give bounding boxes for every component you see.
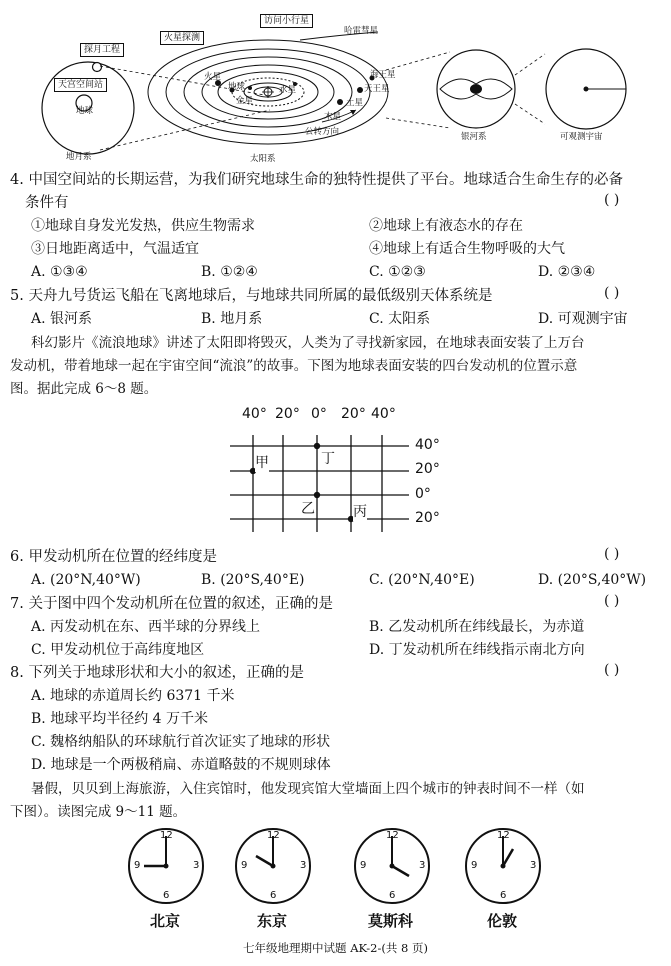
ld-6: 6 bbox=[500, 890, 507, 901]
q8-option-a: A. 地球的赤道周长约 6371 千米 bbox=[31, 688, 235, 704]
moon-circle bbox=[93, 63, 102, 72]
lat-label-2: 0° bbox=[415, 486, 431, 502]
clocks-figure bbox=[120, 822, 550, 932]
q5-option-b: B. 地月系 bbox=[201, 311, 263, 327]
page-footer: 七年级地理期中试题 AK-2-(共 8 页) bbox=[243, 941, 428, 955]
clock-label-moscow: 莫斯科 bbox=[368, 912, 414, 930]
q4-item-4: ④地球上有适合生物呼吸的大气 bbox=[369, 241, 565, 257]
sun-icon bbox=[262, 86, 274, 98]
lat-lon-grid bbox=[225, 400, 455, 535]
lat-label-0: 40° bbox=[415, 437, 440, 453]
jupiter-label: 木星 bbox=[324, 112, 342, 122]
q6-option-b: B. (20°S,40°E) bbox=[201, 572, 305, 588]
galaxy-label: 银河系 bbox=[461, 132, 487, 142]
mercury-label: 水星 bbox=[279, 85, 297, 95]
universe-label: 可观测宇宙 bbox=[560, 132, 603, 142]
ms-9: 9 bbox=[360, 860, 367, 871]
q6-option-d: D. (20°S,40°W) bbox=[538, 572, 647, 588]
lunar-project-label: 探月工程 bbox=[80, 43, 124, 57]
q7-option-c: C. 甲发动机位于高纬度地区 bbox=[31, 642, 205, 658]
clock-label-beijing: 北京 bbox=[150, 912, 181, 930]
bj-12: 12 bbox=[160, 830, 173, 841]
tk-6: 6 bbox=[270, 890, 277, 901]
q4-stem-line2: 条件有 bbox=[25, 195, 69, 211]
earth-label: 地球 bbox=[76, 106, 94, 116]
label-jia: 甲 bbox=[255, 452, 269, 472]
lon-label-4: 40° bbox=[371, 406, 396, 422]
q5-option-c: C. 太阳系 bbox=[369, 311, 431, 327]
intro-9-11-line1: 暑假，贝贝到上海旅游，入住宾馆时，他发现宾馆大堂墙面上四个城市的钟表时间不一样（如 bbox=[31, 781, 585, 797]
q8-answer-paren: ( ) bbox=[604, 662, 620, 678]
neptune-label: 海王星 bbox=[370, 70, 396, 80]
label-yi: 乙 bbox=[301, 498, 315, 518]
earth-moon-system-label: 地月系 bbox=[66, 152, 92, 162]
space-station-label: 天宫空间站 bbox=[54, 78, 107, 92]
earth-small-label: 地球 bbox=[228, 82, 246, 92]
q4-item-2: ②地球上有液态水的存在 bbox=[369, 218, 523, 234]
q5-option-a: A. 银河系 bbox=[31, 311, 93, 327]
q4-option-c: C. ①②③ bbox=[369, 264, 426, 280]
point-ding bbox=[314, 443, 320, 449]
q5-option-d: D. 可观测宇宙 bbox=[538, 311, 628, 327]
lon-label-2: 0° bbox=[311, 406, 327, 422]
q5-answer-paren: ( ) bbox=[604, 285, 620, 301]
q7-answer-paren: ( ) bbox=[604, 593, 620, 609]
q7-option-a: A. 丙发动机在东、西半球的分界线上 bbox=[31, 619, 261, 635]
ms-6: 6 bbox=[389, 890, 396, 901]
lat-label-3: 20° bbox=[415, 510, 440, 526]
intro-6-8-line3: 图。据此完成 6～8 题。 bbox=[10, 381, 158, 397]
clock-label-london: 伦敦 bbox=[487, 912, 518, 930]
q4-stem-line1: 4. 中国空间站的长期运营，为我们研究地球生命的独特性提供了平台。地球适合生命生存的必备 bbox=[10, 172, 623, 188]
lat-label-1: 20° bbox=[415, 461, 440, 477]
tk-12: 12 bbox=[267, 830, 280, 841]
q6-answer-paren: ( ) bbox=[604, 546, 620, 562]
lon-label-1: 20° bbox=[275, 406, 300, 422]
saturn-label: 土星 bbox=[346, 98, 364, 108]
tk-9: 9 bbox=[241, 860, 248, 871]
ms-3: 3 bbox=[419, 860, 426, 871]
intro-6-8-line1: 科幻影片《流浪地球》讲述了太阳即将毁灭，人类为了寻找新家园，在地球表面安装了上万台 bbox=[31, 335, 585, 351]
q7-option-d: D. 丁发动机所在纬线指示南北方向 bbox=[369, 642, 585, 658]
label-ding: 丁 bbox=[321, 448, 335, 468]
q4-answer-paren: ( ) bbox=[604, 192, 620, 208]
clock-label-tokyo: 东京 bbox=[257, 912, 288, 930]
ld-12: 12 bbox=[497, 830, 510, 841]
lon-label-0: 40° bbox=[242, 406, 267, 422]
q7-stem: 7. 关于图中四个发动机所在位置的叙述，正确的是 bbox=[10, 596, 333, 612]
q6-option-a: A. (20°N,40°W) bbox=[31, 572, 141, 588]
q6-stem: 6. 甲发动机所在位置的经纬度是 bbox=[10, 549, 217, 565]
q4-item-3: ③日地距离适中，气温适宜 bbox=[31, 241, 199, 257]
solar-system-label: 太阳系 bbox=[250, 154, 276, 164]
mars-probe-label: 火星探测 bbox=[160, 31, 204, 45]
visit-asteroid-label: 访问小行星 bbox=[260, 14, 313, 28]
halley-label: 哈雷彗星 bbox=[344, 26, 379, 36]
q7-option-b: B. 乙发动机所在纬线最长，为赤道 bbox=[369, 619, 585, 635]
bj-9: 9 bbox=[134, 860, 141, 871]
bj-6: 6 bbox=[163, 890, 170, 901]
ms-12: 12 bbox=[386, 830, 399, 841]
revolution-label: 公转方向 bbox=[305, 127, 340, 137]
mars-label: 火星 bbox=[204, 72, 222, 82]
lon-label-3: 20° bbox=[341, 406, 366, 422]
q4-option-d: D. ②③④ bbox=[538, 264, 596, 280]
ld-3: 3 bbox=[530, 860, 537, 871]
q4-option-a: A. ①③④ bbox=[31, 264, 88, 280]
intro-6-8-line2: 发动机，带着地球一起在宇宙空间“流浪”的故事。下图为地球表面安装的四台发动机的位置示意 bbox=[10, 358, 578, 374]
q8-option-c: C. 魏格纳船队的环球航行首次证实了地球的形状 bbox=[31, 734, 331, 750]
q8-option-b: B. 地球平均半径约 4 万千米 bbox=[31, 711, 208, 727]
q4-item-1: ①地球自身发光发热，供应生物需求 bbox=[31, 218, 255, 234]
ld-9: 9 bbox=[471, 860, 478, 871]
q8-option-d: D. 地球是一个两极稍扁、赤道略鼓的不规则球体 bbox=[31, 757, 331, 773]
celestial-systems-figure bbox=[0, 0, 671, 168]
bj-3: 3 bbox=[193, 860, 200, 871]
intro-9-11-line2: 下图）。读图完成 9～11 题。 bbox=[10, 804, 187, 820]
tk-3: 3 bbox=[300, 860, 307, 871]
uranus-label: 天王星 bbox=[364, 84, 390, 94]
label-bing: 丙 bbox=[353, 501, 367, 521]
venus-label: 金星 bbox=[236, 96, 254, 106]
q6-option-c: C. (20°N,40°E) bbox=[369, 572, 475, 588]
q5-stem: 5. 天舟九号货运飞船在飞离地球后，与地球共同所属的最低级别天体系统是 bbox=[10, 288, 493, 304]
q8-stem: 8. 下列关于地球形状和大小的叙述，正确的是 bbox=[10, 665, 304, 681]
q4-option-b: B. ①②④ bbox=[201, 264, 258, 280]
